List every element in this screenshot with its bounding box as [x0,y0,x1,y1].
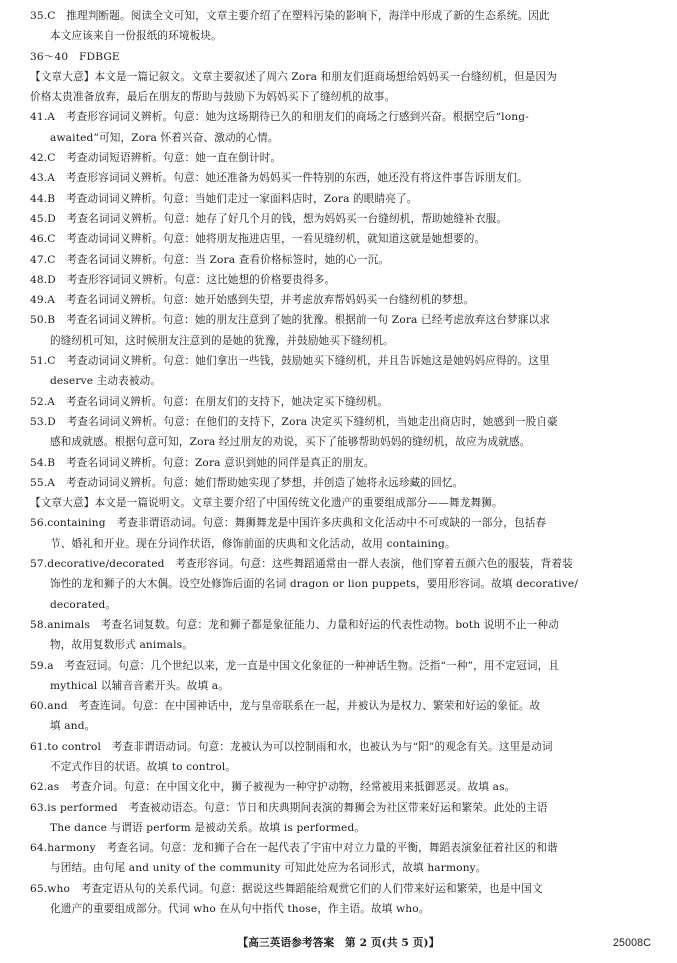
text-line: 饰性的龙和狮子的大木偶。设空处修饰后面的名词 dragon or lion puppets，要用形容词。故填 decorative/ [50,578,579,591]
text-line: 45.D 考查名词词义辨析。句意：她存了好几个月的钱，想为妈妈买一台缝纫机，帮助她缝补衣服。 [30,212,508,225]
text-line: 【文章大意】本文是一篇说明文。文章主要介绍了中国传统文化遗产的重要组成部分——舞龙舞狮。 [30,497,503,510]
text-line: 47.C 考查名词词义辨析。句意：当 Zora 查看价格标签时，她的心一沉。 [30,253,390,266]
text-line: 51.C 考查动词词义辨析。句意：她们拿出一些钱，鼓励她买下缝纫机，并且告诉她这是她妈妈应得的。这里 [30,355,550,368]
text-line: 46.C 考查动词词义辨析。句意：她将朋友拖进店里，一看见缝纫机，就知道这就是她想要的。 [30,233,486,246]
text-line: 59.a 考查冠词。句意：几个世纪以来，龙一直是中国文化象征的一种神话生物。泛指“一种”，用不定冠词，且 [30,659,560,672]
text-line: 不定式作目的状语。故填 to control。 [50,760,237,773]
text-line: The dance 与谓语 perform 是被动关系。故填 is performed。 [50,821,366,834]
text-line: 48.D 考查形容词词义辨析。句意：这比她想的价格要贵得多。 [30,273,336,286]
text-line: 63.is performed 考查被动语态。句意：节日和庆典期间表演的舞狮会为社区带来好运和繁荣。此处的主语 [30,801,548,814]
text-line: 42.C 考查动词短语辨析。句意：她一直在倒计时。 [30,152,282,165]
text-line: 的缝纫机可知，这时候朋友注意到的是她的犹豫，并鼓励她买下缝纫机。 [50,334,394,347]
text-line: 化遗产的重要组成部分。代词 who 在从句中指代 those，作主语。故填 who。 [50,903,430,916]
page-footer [0,933,677,955]
text-line: 64.harmony 考查名词。句意：龙和狮子合在一起代表了宇宙中对立力量的平衡，舞蹈表演象征着社区的和谐 [30,842,558,855]
text-line: 44.B 考查动词词义辨析。句意：当她们走过一家面料店时，Zora 的眼睛亮了。 [30,192,418,205]
text-line: 65.who 考查定语从句的关系代词。句意：据说这些舞蹈能给观赏它们的人们带来好运和繁荣，也是中国文 [30,882,543,895]
text-line: 填 and。 [50,720,96,733]
text-line: 感和成就感。根据句意可知，Zora 经过朋友的劝说，买下了能够帮助妈妈的缝纫机，故应为成就感。 [50,436,531,449]
answer-content [30,6,651,919]
text-line: 35.C 推理判断题。阅读全文可知，文章主要介绍了在塑料污染的影响下，海洋中形成了新的生态系统。因此 [30,10,550,22]
text-line: 60.and 考查连词。句意：在中国神话中，龙与皇帝联系在一起，并被认为是权力、繁荣和好运的象征。故 [30,700,541,713]
text-line: deserve 主动表被动。 [50,375,162,388]
text-line: 43.A 考查形容词词义辨析。句意：她还准备为妈妈买一件特别的东西，她还没有将这件事告诉朋友们。 [30,172,528,185]
text-line: 50.B 考查名词词义辨析。句意：她的朋友注意到了她的犹豫。根据前一句 Zora 已经考虑放弃这台梦寐以求 [30,314,550,327]
footer-code: 25008C [612,937,651,949]
text-line: 53.D 考查名词词义辨析。句意：在他们的支持下，Zora 决定买下缝纫机，当她走出商店时，她感到一股自豪 [30,415,558,428]
text-line: mythical 以辅音音素开头。故填 a。 [50,679,230,692]
text-line: 56.containing 考查非谓语动词。句意：舞狮舞龙是中国许多庆典和文化活动中不可或缺的一部分，包括春 [30,517,547,530]
text-line: 52.A 考查名词词义辨析。句意：在朋友们的支持下，她决定买下缝纫机。 [30,395,389,408]
text-line: 本文应该来自一份报纸的环境板块。 [50,30,222,43]
text-line: 62.as 考查介词。句意：在中国文化中，狮子被视为一种守护动物，经常被用来抵御恶灵。故填 as。 [30,781,516,794]
text-line: 57.decorative/decorated 考查形容词。句意：这些舞蹈通常由一群人表演，他们穿着五颜六色的服装，背着装 [30,558,573,571]
text-line: awaited”可知，Zora 怀着兴奋、激动的心情。 [50,131,279,144]
text-line: 58.animals 考查名词复数。句意：龙和狮子都是象征能力、力量和好运的代表性动物。both 说明不止一种动 [30,618,559,631]
text-line: 61.to control 考查非谓语动词。句意：龙被认为可以控制雨和水，也被认为与“阳”的观念有关。这里是动词 [30,740,553,753]
text-line: 41.A 考查形容词词义辨析。句意：她为这场期待已久的和朋友们的商场之行感到兴奋。根据空后“long- [30,111,529,124]
text-line: decorated。 [50,598,117,611]
text-line: 节、婚礼和开业。现在分词作状语，修饰前面的庆典和文化活动，故用 containing。 [50,537,456,550]
text-line: 54.B 考查名词词义辨析。句意：Zora 意识到她的同伴是真正的朋友。 [30,456,375,469]
text-line: 36～40 FDBGE [30,50,120,63]
text-line: 55.A 考查动词词义辨析。句意：她们帮助她实现了梦想，并创造了她将永远珍藏的回忆。 [30,476,464,489]
text-line: 49.A 考查名词词义辨析。句意：她开始感到失望，并考虑放弃帮妈妈买一台缝纫机的梦想。 [30,294,475,307]
text-line: 价格太贵准备放弃，最后在朋友的帮助与鼓励下为妈妈买下了缝纫机的故事。 [30,91,396,104]
text-line: 【文章大意】本文是一篇记叙文。文章主要叙述了周六 Zora 和朋友们逛商场想给妈妈买一台缝纫机，但是因为 [30,70,557,83]
footer-title: 【高三英语参考答案 第 2 页(共 5 页)】 [237,937,440,949]
text-line: 与团结。由句尾 and unity of the community 可知此处应为名词形式，故填 harmony。 [50,862,487,875]
text-line: 物，故用复数形式 animals。 [50,639,193,652]
